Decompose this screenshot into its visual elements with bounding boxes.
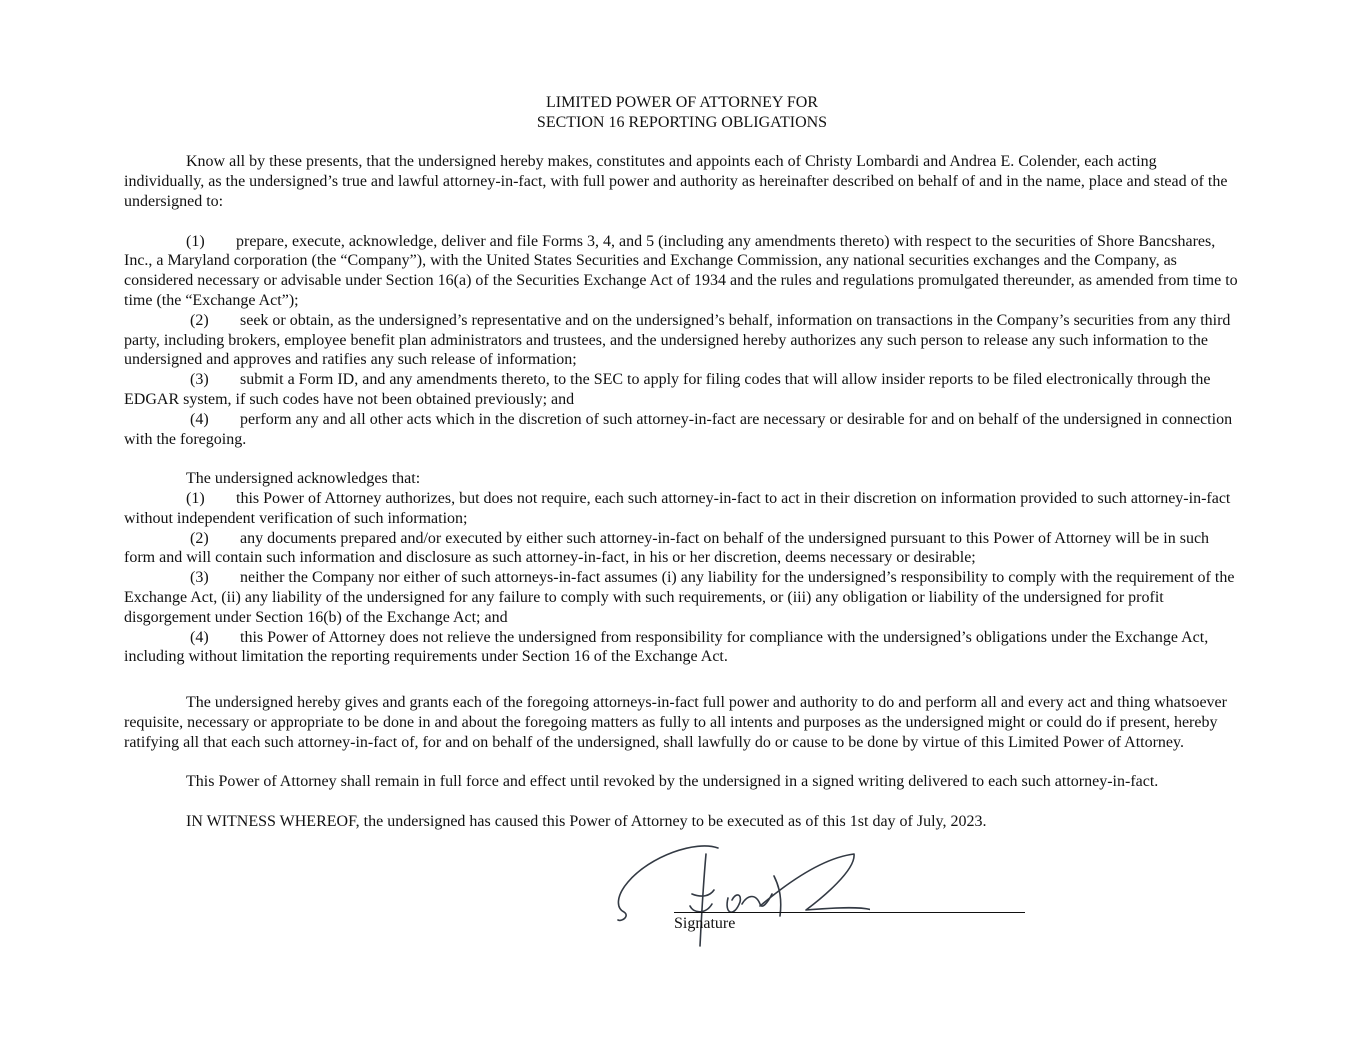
power-number: (3) [190,371,209,389]
ack-text: this Power of Attorney does not relieve the undersigned from responsibility for compliance with the undersigned’s obligations under the Exchange Act, including without limitation the reporting requirements under Section 16 of the Exchange Act. [124,628,1209,666]
power-number: (2) [190,311,209,329]
signature-line [674,912,1025,913]
spacer [124,133,1240,153]
signature-block [610,836,1030,951]
title-line-2: SECTION 16 REPORTING OBLIGATIONS [536,113,828,131]
spacer [124,667,1240,693]
power-item-2 [124,311,1240,370]
ack-item-2 [124,529,1240,569]
title-line-1: LIMITED POWER OF ATTORNEY FOR [545,94,818,111]
spacer [124,212,1240,232]
spacer [124,753,1240,773]
handwritten-signature [610,836,870,951]
ack-item-3 [124,568,1240,627]
intro-paragraph: Know all by these presents, that the undersigned hereby makes, constitutes and appoints each of Christy Lombardi and Andrea E. Colender, each acting individually, as the undersigned’s true and lawful attorney-in-fact, with full power and authority as hereinafter described on behalf of and in the name, place and stead of the undersigned to: [124,153,1228,210]
ack-text: this Power of Attorney authorizes, but does not require, each such attorney-in-fact to act in their discretion on information provided to such attorney-in-fact without independent verification of such information; [124,489,1231,527]
ack-item-1 [124,489,1240,529]
ack-number: (1) [186,489,205,507]
spacer [124,449,1240,469]
power-text: seek or obtain, as the undersigned’s representative and on the undersigned’s behalf, information on transactions in the Company’s securities from any third party, including brokers, employee benefit plan administrators and trustees, and the undersigned hereby authorizes any such person to release any such information to the undersigned and approves and ratifies any such release of information; [124,311,1231,369]
witness-paragraph: IN WITNESS WHEREOF, the undersigned has caused this Power of Attorney to be executed as of this 1st day of July, 2023. [186,812,987,830]
signature-label: Signature [674,915,736,932]
power-number: (1) [186,232,205,250]
power-item-3 [124,370,1240,410]
ack-item-4 [124,628,1240,668]
ack-text: neither the Company nor either of such attorneys-in-fact assumes (i) any liability for the undersigned’s responsibility to comply with the requirement of the Exchange Act, (ii) any liability of the undersigned for any failure to comply with such requirements, or (iii) any obligation or liability of the undersigned for profit disgorgement under Section 16(b) of the Exchange Act; and [124,569,1235,626]
power-item-1 [124,232,1240,311]
power-text: prepare, execute, acknowledge, deliver and file Forms 3, 4, and 5 (including any amendments thereto) with respect to the securities of Shore Bancshares, Inc., a Maryland corporation (the “Company”), with the United States Securities and Exchange Commission, any national securities exchanges and the Company, as considered necessary or advisable under Section 16(a) of the Securities Exchange Act of 1934 and the rules and regulations promulgated thereunder, as amended from time to time (the “Exchange Act”); [124,232,1238,309]
spacer [124,792,1240,812]
power-item-4 [124,410,1240,450]
ack-heading: The undersigned acknowledges that: [186,470,421,488]
document-body [124,93,1240,832]
document-title [124,93,1240,133]
power-text: perform any and all other acts which in the discretion of such attorney-in-fact are necessary or desirable for and on behalf of the undersigned in connection with the foregoing. [124,410,1233,448]
ack-number: (3) [190,569,209,587]
ack-text: any documents prepared and/or executed by either such attorney-in-fact on behalf of the undersigned pursuant to this Power of Attorney will be in such form and will contain such information and disclosure as such attorney-in-fact, in his or her discretion, deems necessary or desirable; [124,529,1210,567]
ack-number: (4) [190,628,209,646]
power-number: (4) [190,410,209,428]
ack-number: (2) [190,529,209,547]
power-text: submit a Form ID, and any amendments thereto, to the SEC to apply for filing codes that will allow insider reports to be filed electronically through the EDGAR system, if such codes have not been obtained previously; and [124,371,1211,408]
duration-paragraph: This Power of Attorney shall remain in full force and effect until revoked by the undersigned in a signed writing delivered to each such attorney-in-fact. [186,773,1159,791]
grant-paragraph: The undersigned hereby gives and grants each of the foregoing attorneys-in-fact full power and authority to do and perform all and every act and thing whatsoever requisite, necessary or appropriate to be done in and about the foregoing matters as fully to all intents and purposes as the undersigned might or could do if present, hereby ratifying all that each such attorney-in-fact of, for and on behalf of the undersigned, shall lawfully do or cause to be done by virtue of this Limited Power of Attorney. [124,694,1227,751]
